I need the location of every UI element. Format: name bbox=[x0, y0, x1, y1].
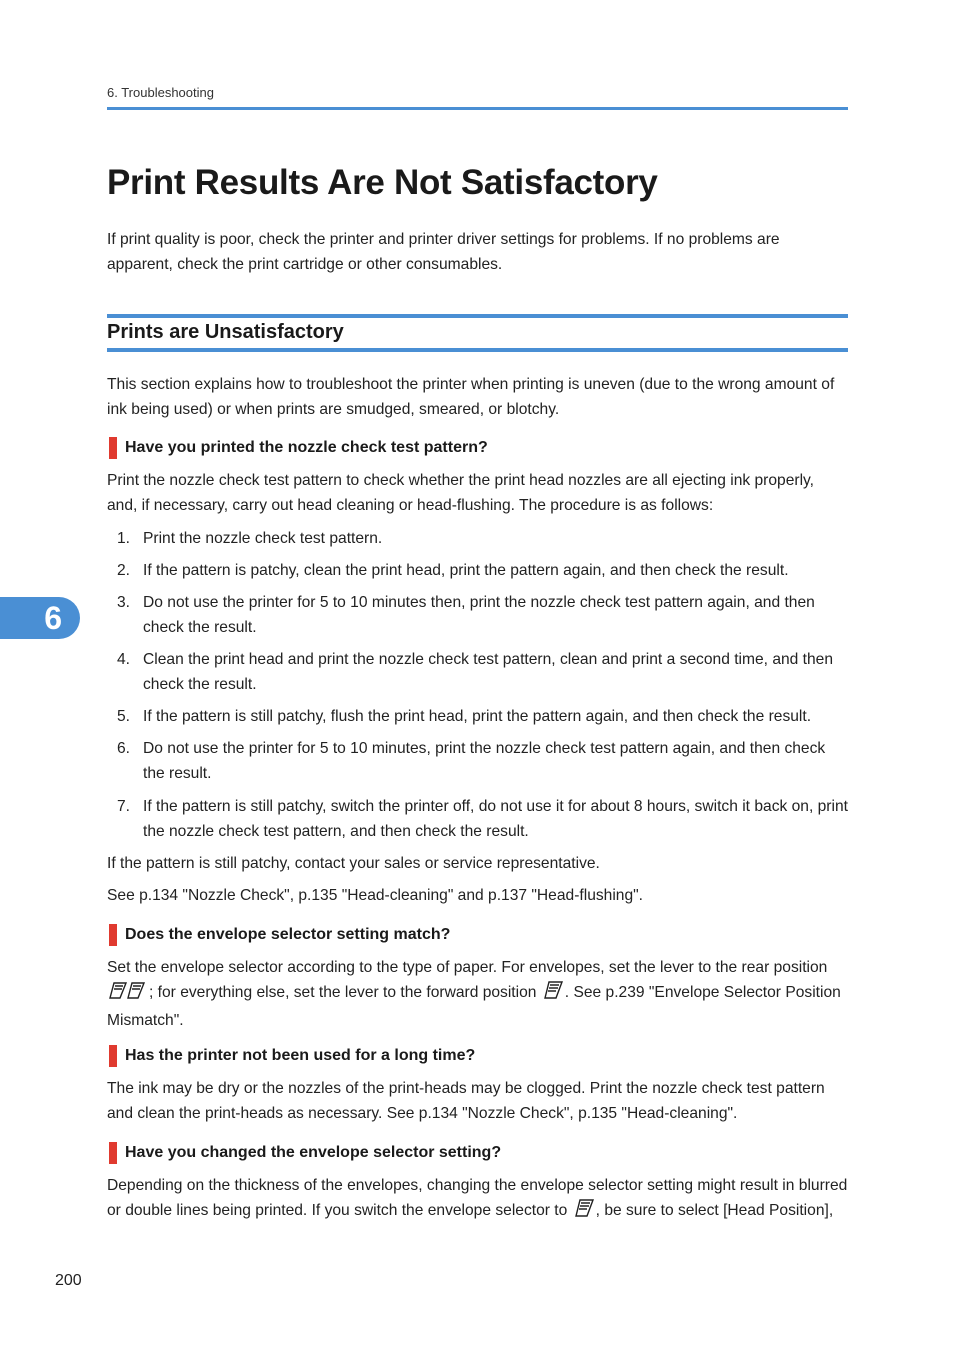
list-number: 2. bbox=[117, 562, 131, 579]
q2-body-part3: . See p.239 "Envelope Selector Position Mismatch". bbox=[107, 984, 841, 1029]
q2-body-part1: Set the envelope selector according to the type of paper. For envelopes, set the lever to the rear position bbox=[107, 959, 828, 976]
page-title: Print Results Are Not Satisfactory bbox=[107, 163, 658, 202]
q3-body: The ink may be dry or the nozzles of the print-heads may be clogged. Print the nozzle check test pattern and clean the print-heads as necessary. See p.134 "Nozzle Check", p.135 "Head-cleaning". bbox=[107, 1080, 825, 1122]
list-text: If the pattern is still patchy, switch the printer off, do not use it for about 8 hours, switch it back on, print the nozzle check test pattern, and then check the result. bbox=[143, 798, 848, 840]
section-rule-bottom bbox=[107, 348, 848, 352]
heading-marker bbox=[109, 1142, 117, 1164]
list-text: Do not use the printer for 5 to 10 minutes, print the nozzle check test pattern again, and then check the result. bbox=[143, 740, 826, 782]
list-text: Clean the print head and print the nozzle check test pattern, clean and print a second time, and then check the result. bbox=[143, 651, 834, 693]
envelope-forward-position-icon bbox=[542, 980, 564, 1008]
list-text: Print the nozzle check test pattern. bbox=[143, 530, 383, 547]
envelope-rear-position-icon bbox=[108, 980, 148, 1008]
list-text: If the pattern is still patchy, flush the print head, print the pattern again, and then check the result. bbox=[143, 708, 812, 725]
list-number: 5. bbox=[117, 708, 131, 725]
q4-body bbox=[107, 1173, 848, 1226]
question-heading-text: Have you printed the nozzle check test pattern? bbox=[125, 439, 488, 456]
section-intro: This section explains how to troubleshoot the printer when printing is uneven (due to the wrong amount of ink being used) or when prints are smudged, smeared, or blotchy. bbox=[107, 376, 835, 418]
list-item bbox=[107, 736, 848, 786]
question-heading-text: Have you changed the envelope selector setting? bbox=[125, 1144, 502, 1161]
heading-marker bbox=[109, 1045, 117, 1067]
q1-see-also: See p.134 "Nozzle Check", p.135 "Head-cleaning" and p.137 "Head-flushing". bbox=[107, 887, 644, 904]
heading-marker bbox=[109, 924, 117, 946]
page-number: 200 bbox=[55, 1272, 82, 1289]
chapter-tab bbox=[0, 597, 80, 639]
question-heading-envelope-match bbox=[107, 923, 848, 947]
header-rule bbox=[107, 107, 848, 110]
list-text: Do not use the printer for 5 to 10 minutes then, print the nozzle check test pattern again, and then check the result. bbox=[143, 594, 815, 636]
list-item bbox=[107, 647, 848, 697]
q1-after: If the pattern is still patchy, contact your sales or service representative. bbox=[107, 855, 600, 872]
list-item bbox=[107, 794, 848, 844]
list-item bbox=[107, 704, 848, 729]
q4-body-part1: Depending on the thickness of the envelopes, changing the envelope selector setting might result in blurred or double lines being printed. If you switch the envelope selector to bbox=[107, 1177, 848, 1219]
list-text: If the pattern is patchy, clean the print head, print the pattern again, and then check the result. bbox=[143, 562, 789, 579]
q1-body: Print the nozzle check test pattern to check whether the print head nozzles are all ejecting ink properly, and, if necessary, carry out head cleaning or head-flushing. The procedure is as follows: bbox=[107, 472, 815, 514]
section-title: Prints are Unsatisfactory bbox=[107, 321, 344, 343]
q4-body-part2: , be sure to select [Head Position], bbox=[595, 1202, 834, 1219]
list-item bbox=[107, 526, 848, 551]
list-item bbox=[107, 590, 848, 640]
envelope-forward-position-icon bbox=[573, 1198, 595, 1226]
heading-marker bbox=[109, 437, 117, 459]
question-heading-nozzle-check bbox=[107, 436, 848, 460]
list-number: 4. bbox=[117, 651, 131, 668]
question-heading-long-time bbox=[107, 1044, 848, 1068]
question-heading-changed-envelope bbox=[107, 1141, 848, 1165]
q2-body bbox=[107, 955, 848, 1033]
list-number: 6. bbox=[117, 740, 131, 757]
breadcrumb: 6. Troubleshooting bbox=[107, 85, 214, 100]
q2-body-part2: ; for everything else, set the lever to the forward position bbox=[149, 984, 537, 1001]
list-number: 7. bbox=[117, 798, 131, 815]
question-heading-text: Does the envelope selector setting match? bbox=[125, 926, 451, 943]
list-number: 3. bbox=[117, 594, 131, 611]
chapter-number: 6 bbox=[44, 600, 62, 636]
question-heading-text: Has the printer not been used for a long time? bbox=[125, 1047, 476, 1064]
list-item bbox=[107, 558, 848, 583]
list-number: 1. bbox=[117, 530, 131, 547]
intro-paragraph: If print quality is poor, check the printer and printer driver settings for problems. If no problems are apparent, check the print cartridge or other consumables. bbox=[107, 231, 780, 273]
